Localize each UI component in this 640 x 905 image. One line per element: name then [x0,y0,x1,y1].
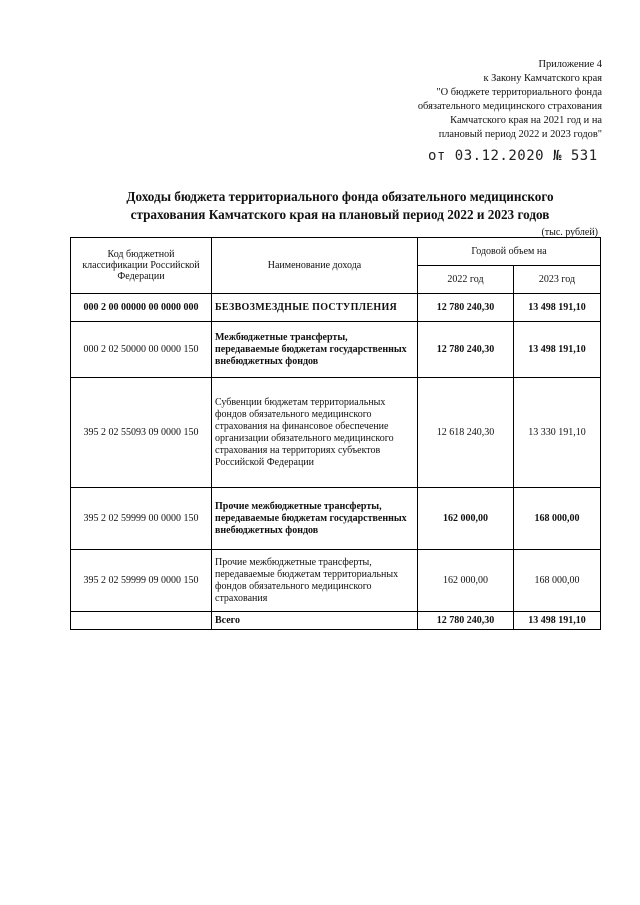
table-row [71,322,601,378]
row-value-2023: 13 498 191,10 [514,612,601,630]
row-name: Прочие межбюджетные трансферты, передаваемые бюджетам государственных внебюджетных фондов [212,488,418,550]
header-year-2023: 2023 год [514,266,601,294]
row-value-2023: 13 330 191,10 [514,378,601,488]
appendix-block [418,58,602,142]
row-value-2022: 12 780 240,30 [418,322,514,378]
header-name: Наименование дохода [212,238,418,294]
row-name: БЕЗВОЗМЕЗДНЫЕ ПОСТУПЛЕНИЯ [212,294,418,322]
row-code [71,612,212,630]
title-line-2: страхования Камчатского края на плановый период 2022 и 2023 годов [130,207,550,222]
law-date-number: от 03.12.2020 № 531 [428,148,598,164]
row-value-2022: 12 780 240,30 [418,612,514,630]
appendix-line: плановый период 2022 и 2023 годов" [438,129,602,140]
appendix-line: "О бюджете территориального фонда [436,87,602,98]
row-value-2023: 168 000,00 [514,488,601,550]
total-row [71,612,601,630]
row-value-2022: 162 000,00 [418,488,514,550]
row-value-2022: 12 618 240,30 [418,378,514,488]
table-row [71,294,601,322]
row-code: 395 2 02 55093 09 0000 150 [71,378,212,488]
revenue-table [70,237,601,630]
row-name: Всего [212,612,418,630]
appendix-line: Приложение 4 [538,59,602,70]
appendix-line: Камчатского края на 2021 год и на [450,115,602,126]
row-name: Прочие межбюджетные трансферты, передаваемые бюджетам территориальных фондов обязательного медицинского страхования [212,550,418,612]
header-annual-volume: Годовой объем на [418,238,601,266]
header-code: Код бюджетной классификации Российской Федерации [71,238,212,294]
header-row [71,238,601,266]
row-name: Межбюджетные трансферты, передаваемые бюджетам государственных внебюджетных фондов [212,322,418,378]
row-code: 000 2 00 00000 00 0000 000 [71,294,212,322]
page-title [80,188,600,224]
row-name: Субвенции бюджетам территориальных фондов обязательного медицинского страхования на финансовое обеспечение организации обязательного медицинского страхования на территориях субъектов Российской Федерации [212,378,418,488]
table-row [71,550,601,612]
row-value-2023: 13 498 191,10 [514,294,601,322]
header-year-2022: 2022 год [418,266,514,294]
row-code: 395 2 02 59999 00 0000 150 [71,488,212,550]
row-value-2023: 13 498 191,10 [514,322,601,378]
row-value-2022: 162 000,00 [418,550,514,612]
appendix-line: к Закону Камчатского края [483,73,602,84]
table-row [71,488,601,550]
row-value-2023: 168 000,00 [514,550,601,612]
units-label: (тыс. рублей) [541,227,598,238]
row-code: 000 2 02 50000 00 0000 150 [71,322,212,378]
row-code: 395 2 02 59999 09 0000 150 [71,550,212,612]
appendix-line: обязательного медицинского страхования [417,101,602,112]
table-row [71,378,601,488]
row-value-2022: 12 780 240,30 [418,294,514,322]
title-line-1: Доходы бюджета территориального фонда обязательного медицинского [126,189,554,204]
